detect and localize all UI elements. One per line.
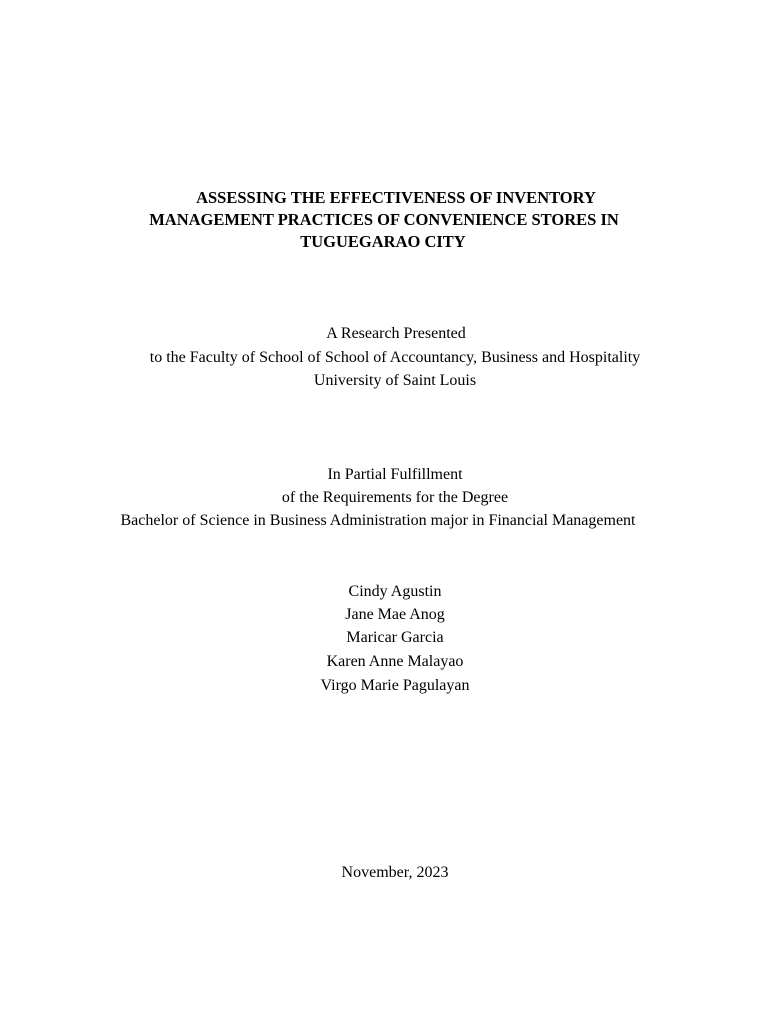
degree-line: Bachelor of Science in Business Administration major in Financial Management (120, 512, 636, 529)
fulfillment-line: In Partial Fulfillment (327, 466, 463, 483)
title-line-1: ASSESSING THE EFFECTIVENESS OF INVENTORY (196, 188, 596, 207)
faculty-line: to the Faculty of School of School of Accountancy, Business and Hospitality (149, 349, 641, 366)
submission-date: November, 2023 (341, 864, 449, 881)
author-name: Virgo Marie Pagulayan (320, 677, 470, 694)
university-line: University of Saint Louis (313, 372, 477, 389)
presented-line: A Research Presented (326, 325, 466, 342)
author-name: Karen Anne Malayao (326, 653, 464, 670)
author-name: Cindy Agustin (348, 583, 442, 600)
title-line-3: TUGUEGARAO CITY (300, 232, 466, 251)
author-name: Maricar Garcia (346, 629, 444, 646)
title-line-2: MANAGEMENT PRACTICES OF CONVENIENCE STORES IN (149, 210, 619, 229)
requirements-line: of the Requirements for the Degree (281, 489, 509, 506)
author-name: Jane Mae Anog (345, 606, 445, 623)
